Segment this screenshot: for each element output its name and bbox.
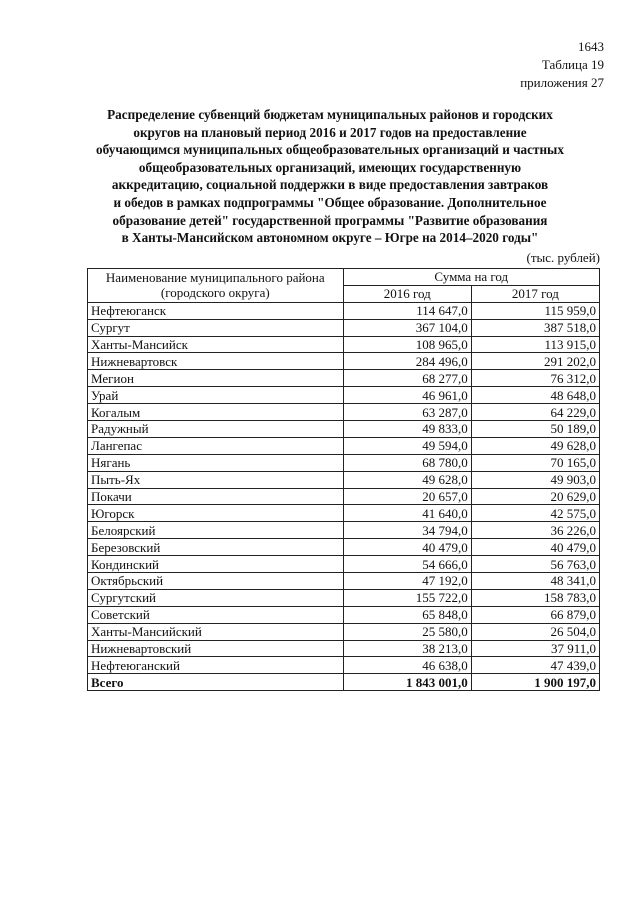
district-name-cell: Нефтеюганск [88,302,344,319]
amount-2016-cell: 25 580,0 [343,623,471,640]
table-total-row [88,674,600,691]
table-row [88,471,600,488]
appendix-label: приложения 27 [520,75,604,90]
table-row [88,370,600,387]
amount-2017-cell: 26 504,0 [471,623,599,640]
amount-2017-cell: 76 312,0 [471,370,599,387]
table-row [88,353,600,370]
table-row [88,404,600,421]
district-name-cell: Урай [88,387,344,404]
amount-2017-cell: 291 202,0 [471,353,599,370]
district-name-cell: Нижневартовск [88,353,344,370]
amount-2016-cell: 108 965,0 [343,336,471,353]
district-name-cell: Ханты-Мансийск [88,336,344,353]
title-line: аккредитацию, социальной поддержки в виде предоставления завтраков [111,177,549,193]
district-name-cell: Лангепас [88,437,344,454]
amount-2016-cell: 40 479,0 [343,539,471,556]
table-row [88,387,600,404]
table-row [88,336,600,353]
district-name-cell: Советский [88,606,344,623]
district-name-cell: Радужный [88,421,344,438]
district-name-cell: Ханты-Мансийский [88,623,344,640]
table-row [88,640,600,657]
amount-2016-cell: 114 647,0 [343,302,471,319]
total-2016-cell: 1 843 001,0 [343,674,471,691]
amount-2017-cell: 56 763,0 [471,556,599,573]
table-row [88,556,600,573]
budget-table [87,268,600,691]
table-row [88,505,600,522]
amount-2017-cell: 42 575,0 [471,505,599,522]
district-name-cell: Покачи [88,488,344,505]
amount-2017-cell: 50 189,0 [471,421,599,438]
district-name-cell: Нижневартовский [88,640,344,657]
amount-2016-cell: 68 277,0 [343,370,471,387]
table-row [88,437,600,454]
amount-2016-cell: 20 657,0 [343,488,471,505]
amount-2017-cell: 49 903,0 [471,471,599,488]
table-row [88,522,600,539]
amount-2016-cell: 155 722,0 [343,589,471,606]
amount-2017-cell: 115 959,0 [471,302,599,319]
column-header-sum: Сумма на год [343,269,599,286]
total-2017-cell: 1 900 197,0 [471,674,599,691]
column-header-name [88,269,344,303]
amount-2016-cell: 38 213,0 [343,640,471,657]
district-name-cell: Мегион [88,370,344,387]
amount-2017-cell: 387 518,0 [471,319,599,336]
amount-2017-cell: 113 915,0 [471,336,599,353]
table-row [88,589,600,606]
district-name-cell: Югорск [88,505,344,522]
title-line: обучающимся муниципальных общеобразовательных организаций и частных [96,142,564,158]
amount-2017-cell: 47 439,0 [471,657,599,674]
units-label: (тыс. рублей) [526,250,600,265]
title-line: общеобразовательных организаций, имеющих государственную [138,159,522,175]
table-row [88,454,600,471]
amount-2016-cell: 47 192,0 [343,573,471,590]
district-name-cell: Когалым [88,404,344,421]
amount-2017-cell: 20 629,0 [471,488,599,505]
document-title [70,106,590,247]
district-name-cell: Пыть-Ях [88,471,344,488]
column-header-name-line1: Наименование муниципального района [105,270,325,286]
amount-2016-cell: 41 640,0 [343,505,471,522]
amount-2017-cell: 37 911,0 [471,640,599,657]
column-header-2016: 2016 год [343,285,471,302]
table-header-row [88,269,600,286]
amount-2016-cell: 63 287,0 [343,404,471,421]
amount-2017-cell: 48 648,0 [471,387,599,404]
amount-2016-cell: 65 848,0 [343,606,471,623]
amount-2016-cell: 46 961,0 [343,387,471,404]
amount-2016-cell: 54 666,0 [343,556,471,573]
amount-2016-cell: 46 638,0 [343,657,471,674]
amount-2016-cell: 49 628,0 [343,471,471,488]
amount-2016-cell: 49 833,0 [343,421,471,438]
district-name-cell: Октябрьский [88,573,344,590]
district-name-cell: Сургутский [88,589,344,606]
table-row [88,319,600,336]
amount-2017-cell: 64 229,0 [471,404,599,421]
amount-2016-cell: 367 104,0 [343,319,471,336]
amount-2016-cell: 284 496,0 [343,353,471,370]
title-line: в Ханты-Мансийском автономном округе – Югре на 2014–2020 годы" [121,230,539,246]
amount-2016-cell: 34 794,0 [343,522,471,539]
district-name-cell: Кондинский [88,556,344,573]
amount-2016-cell: 68 780,0 [343,454,471,471]
table-body [88,302,600,690]
title-line: и обедов в рамках подпрограммы "Общее образование. Дополнительное [113,194,547,210]
table-row [88,421,600,438]
table-row [88,573,600,590]
title-line: округов на плановый период 2016 и 2017 годов на предоставление [133,124,527,140]
total-label-cell: Всего [88,674,344,691]
page-number: 1643 [578,39,604,54]
column-header-name-line2: (городского округа) [160,285,270,301]
amount-2017-cell: 70 165,0 [471,454,599,471]
amount-2017-cell: 49 628,0 [471,437,599,454]
amount-2016-cell: 49 594,0 [343,437,471,454]
district-name-cell: Нягань [88,454,344,471]
table-row [88,623,600,640]
amount-2017-cell: 48 341,0 [471,573,599,590]
amount-2017-cell: 40 479,0 [471,539,599,556]
table-row [88,657,600,674]
district-name-cell: Березовский [88,539,344,556]
title-line: образование детей" государственной программы "Развитие образования [112,212,548,228]
table-row [88,606,600,623]
district-name-cell: Нефтеюганский [88,657,344,674]
column-header-2017: 2017 год [471,285,599,302]
table-row [88,539,600,556]
amount-2017-cell: 66 879,0 [471,606,599,623]
table-row [88,302,600,319]
title-line: Распределение субвенций бюджетам муниципальных районов и городских [107,107,553,122]
table-label: Таблица 19 [541,57,604,72]
amount-2017-cell: 158 783,0 [471,589,599,606]
district-name-cell: Белоярский [88,522,344,539]
district-name-cell: Сургут [88,319,344,336]
table-row [88,488,600,505]
amount-2017-cell: 36 226,0 [471,522,599,539]
